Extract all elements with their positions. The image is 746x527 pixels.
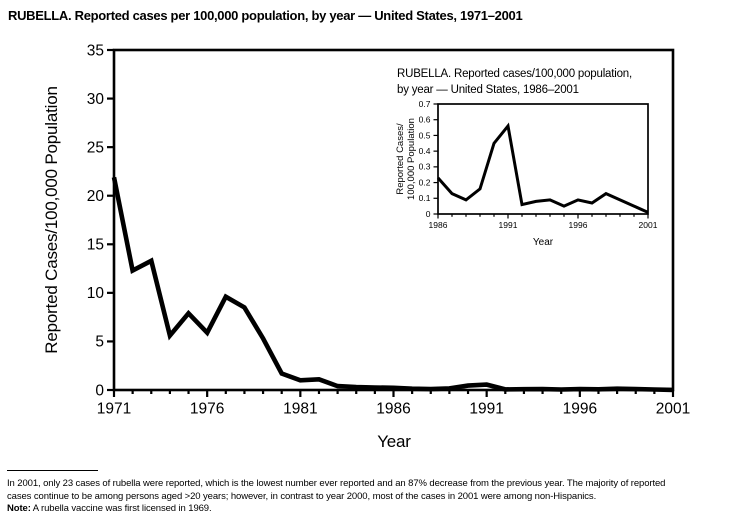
figure-title: RUBELLA. Reported cases per 100,000 population, by year — United States, 1971–2001 bbox=[8, 8, 523, 23]
inset-y-tick-label: 0.3 bbox=[418, 161, 431, 172]
footnote-divider bbox=[7, 470, 98, 471]
main-y-tick-label: 20 bbox=[86, 187, 104, 205]
inset-y-tick-label: 0.7 bbox=[418, 98, 431, 109]
inset-x-tick-label: 2001 bbox=[638, 220, 658, 230]
inset-title-line2: by year — United States, 1986–2001 bbox=[397, 84, 579, 96]
main-x-tick-label: 1986 bbox=[376, 400, 411, 418]
inset-y-tick-label: 0 bbox=[425, 208, 431, 219]
inset-y-tick-label: 0.2 bbox=[418, 177, 431, 188]
main-x-tick-label: 1976 bbox=[189, 400, 225, 418]
main-y-tick-label: 15 bbox=[86, 236, 104, 254]
footnote-line: In 2001, only 23 cases of rubella were reported, which is the lowest number ever reported and an 87% decrease from the previous year. The majority of reported bbox=[7, 478, 666, 489]
main-x-tick-label: 2001 bbox=[655, 400, 691, 418]
footnote-text bbox=[7, 477, 743, 503]
main-plot-border bbox=[114, 50, 673, 390]
inset-y-axis-title-line2: 100,000 Population bbox=[406, 118, 417, 200]
inset-y-tick-label: 0.5 bbox=[418, 130, 431, 141]
main-x-tick-label: 1991 bbox=[469, 400, 504, 418]
main-y-tick-label: 10 bbox=[86, 285, 104, 303]
main-y-tick-label: 35 bbox=[86, 42, 104, 60]
main-y-axis-title: Reported Cases/100,000 Population bbox=[42, 86, 61, 354]
main-x-axis-title: Year bbox=[377, 432, 411, 451]
main-y-tick-label: 30 bbox=[86, 90, 104, 108]
inset-y-axis-title-line1: Reported Cases/ bbox=[395, 123, 406, 195]
main-plot-area bbox=[87, 42, 690, 417]
inset-y-tick-label: 0.6 bbox=[418, 114, 431, 125]
main-y-tick-label: 25 bbox=[86, 139, 104, 157]
inset-x-axis-title: Year bbox=[532, 237, 554, 248]
inset-x-tick-label: 1986 bbox=[428, 220, 448, 230]
inset-x-tick-label: 1996 bbox=[568, 220, 588, 230]
main-y-tick-label: 0 bbox=[95, 382, 104, 400]
inset-title-line1: RUBELLA. Reported cases/100,000 population, bbox=[397, 68, 632, 80]
inset-x-tick-label: 1991 bbox=[498, 220, 518, 230]
inset-plot-area bbox=[419, 99, 658, 230]
main-data-line bbox=[114, 177, 673, 390]
main-x-tick-label: 1996 bbox=[562, 400, 598, 418]
main-x-tick-label: 1981 bbox=[283, 400, 318, 418]
note-body: A rubella vaccine was first licensed in 1969. bbox=[30, 503, 212, 514]
main-y-tick-label: 5 bbox=[95, 333, 104, 351]
inset-data-line bbox=[438, 126, 648, 212]
inset-y-tick-label: 0.1 bbox=[418, 193, 431, 204]
note-text bbox=[7, 503, 743, 514]
footnote-line: cases continue to be among persons aged >20 years; however, in contrast to year 2000, most of the cases in 2001 were among non-Hispanics. bbox=[7, 491, 597, 502]
inset-y-tick-label: 0.4 bbox=[418, 146, 431, 157]
note-label: Note: bbox=[7, 503, 31, 514]
main-x-tick-label: 1971 bbox=[96, 400, 132, 418]
